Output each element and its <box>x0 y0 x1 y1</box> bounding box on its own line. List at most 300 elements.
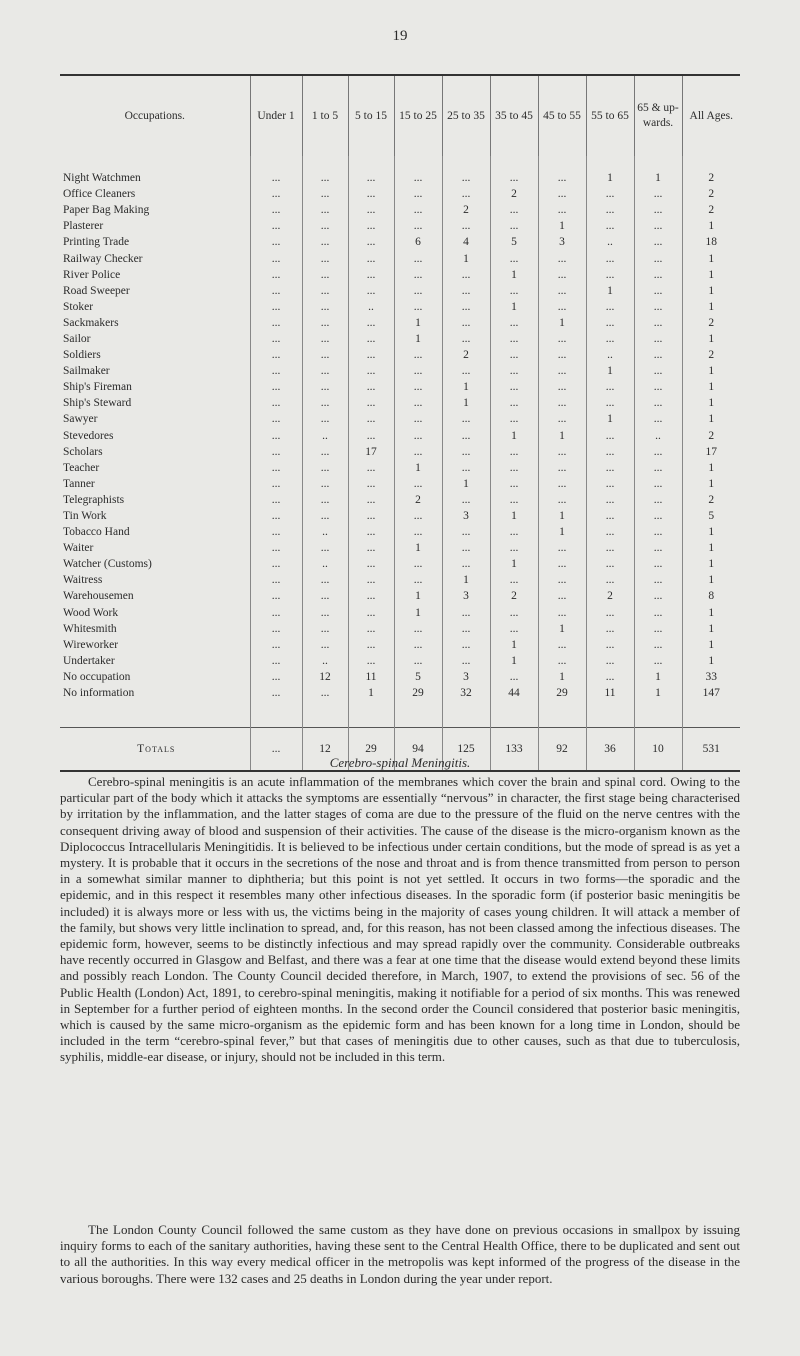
spacer-cell <box>348 701 394 728</box>
table-cell: ... <box>442 170 490 186</box>
table-cell: 1 <box>682 283 740 299</box>
table-cell: ... <box>302 508 348 524</box>
table-cell: ... <box>394 299 442 315</box>
table-cell: ... <box>394 218 442 234</box>
table-cell: 2 <box>442 347 490 363</box>
table-cell: ... <box>348 653 394 669</box>
totals-cell: 12 <box>302 728 348 771</box>
table-cell: ... <box>634 315 682 331</box>
table-cell: 1 <box>682 218 740 234</box>
table-cell: 32 <box>442 685 490 701</box>
totals-cell: 29 <box>348 728 394 771</box>
table-row <box>60 250 740 266</box>
totals-cell: 36 <box>586 728 634 771</box>
table-cell: ... <box>250 428 302 444</box>
totals-cell: 94 <box>394 728 442 771</box>
table-cell: 6 <box>394 234 442 250</box>
table-cell: ... <box>634 267 682 283</box>
table-cell: .. <box>634 428 682 444</box>
table-cell: ... <box>634 347 682 363</box>
table-cell: 1 <box>682 637 740 653</box>
table-cell: ... <box>586 556 634 572</box>
table-cell: ... <box>538 331 586 347</box>
table-cell: 1 <box>394 588 442 604</box>
table-cell: 1 <box>538 218 586 234</box>
occupation-label: Tobacco Hand <box>63 526 130 539</box>
table-cell: ... <box>442 218 490 234</box>
table-cell: ... <box>348 315 394 331</box>
column-header-5: 25 to 35 <box>442 76 490 156</box>
totals-label: Totals <box>60 728 250 771</box>
table-row <box>60 411 740 427</box>
table-cell: ... <box>348 186 394 202</box>
table-cell: ... <box>348 605 394 621</box>
table-cell: ... <box>302 621 348 637</box>
spacer-cell <box>538 156 586 170</box>
table-row <box>60 234 740 250</box>
table-cell: ... <box>538 395 586 411</box>
table-row <box>60 508 740 524</box>
table-cell: .. <box>302 524 348 540</box>
table-cell: 1 <box>442 379 490 395</box>
table-cell: 1 <box>442 250 490 266</box>
paragraph-1 <box>60 774 740 1066</box>
table-cell: 1 <box>682 605 740 621</box>
table-cell: 1 <box>538 428 586 444</box>
table-cell: 33 <box>682 669 740 685</box>
table-cell: 1 <box>586 363 634 379</box>
totals-cell: 92 <box>538 728 586 771</box>
table-cell: 1 <box>538 315 586 331</box>
table-cell: ... <box>634 186 682 202</box>
table-cell: ... <box>348 234 394 250</box>
table-cell: ... <box>586 218 634 234</box>
table-cell: 3 <box>442 669 490 685</box>
occupation-label: Sackmakers <box>63 316 119 329</box>
table-cell: ... <box>302 331 348 347</box>
table-cell: ... <box>348 508 394 524</box>
spacer-cell <box>682 156 740 170</box>
table-cell: ... <box>394 637 442 653</box>
table-cell: ... <box>348 347 394 363</box>
table-cell: ... <box>302 492 348 508</box>
table-cell: ... <box>634 283 682 299</box>
table-cell: ... <box>302 250 348 266</box>
table-cell: ... <box>250 460 302 476</box>
table-cell: ... <box>442 637 490 653</box>
totals-cell: 10 <box>634 728 682 771</box>
table-cell: ... <box>302 347 348 363</box>
table-cell: ... <box>250 379 302 395</box>
spacer-cell <box>490 156 538 170</box>
table-cell: 1 <box>490 556 538 572</box>
table-cell: ... <box>348 218 394 234</box>
table-cell: ... <box>442 315 490 331</box>
totals-cell: 125 <box>442 728 490 771</box>
table-cell: ... <box>490 202 538 218</box>
table-cell: ... <box>250 685 302 701</box>
table-row <box>60 267 740 283</box>
table-cell: 2 <box>682 492 740 508</box>
table-cell: ... <box>348 556 394 572</box>
table-cell: 1 <box>634 669 682 685</box>
occupation-label: Scholars <box>63 445 103 458</box>
table-cell: 1 <box>634 685 682 701</box>
table-cell: ... <box>302 572 348 588</box>
table-cell: 2 <box>682 428 740 444</box>
table-cell: ... <box>442 621 490 637</box>
occupation-label: No occupation <box>63 670 131 683</box>
spacer-cell <box>302 701 348 728</box>
table-cell: 1 <box>348 685 394 701</box>
table-cell: ... <box>302 379 348 395</box>
table-cell: ... <box>250 267 302 283</box>
table-row <box>60 363 740 379</box>
totals-cell: 133 <box>490 728 538 771</box>
spacer-cell <box>490 701 538 728</box>
table-cell: ... <box>634 524 682 540</box>
table-cell: 4 <box>442 234 490 250</box>
table-cell: 1 <box>682 379 740 395</box>
table-cell: ... <box>348 524 394 540</box>
table-cell: ... <box>394 395 442 411</box>
table-cell: ... <box>348 267 394 283</box>
occupation-label: Waiter <box>63 542 94 555</box>
spacer-cell <box>634 156 682 170</box>
table-cell: 18 <box>682 234 740 250</box>
table-cell: ... <box>394 379 442 395</box>
table-cell: ... <box>250 605 302 621</box>
occupation-label: Telegraphists <box>63 493 125 506</box>
table-cell: 29 <box>394 685 442 701</box>
paragraph-text: Cerebro-spinal meningitis is an acute inflammation of the membranes which cover the brain and spinal cord. Owing to the particular part of the body which it attacks the symptoms are essentially “nervous” in character, the first stage being characterised by irritation by the inflammation, and the latter stages of coma are due to the pressure of the fluid on the nerve centres with the consequent driving away of blood and suspension of their activities. The cause of the disease is the micro-organism known as the Diplococcus Intracellularis Meningitidis. It is believed to be infectious under certain conditions, but the mode of spread is as yet a mystery. It is probable that it occurs in the secretions of the nose and throat and is from thence transmitted from person to person in a somewhat similar manner to diphtheria; but this point is not yet settled. It occurs in two forms—the sporadic and the epidemic, and in this respect it resembles many other infectious diseases. In the sporadic form (if posterior basic meningitis be included) it is always more or less with us, the victims being in the majority of cases young children. It will attack a member of the family, but shows very little inclination to spread, and, for this reason, has not been classed among the infectious diseases. The epidemic form, however, seems to be distinctly infectious and may spread rapidly over the community. Considerable outbreaks have recently occurred in Glasgow and Belfast, and there was a fear at one time that the disease would extend beyond these limits and possibly reach London. The County Council decided therefore, in March, 1907, to extend the provisions of sec. 56 of the Public Health (London) Act, 1891, to cerebro-spinal meningitis, making it notifiable for a period of six months. This was renewed in September for a further period of eighteen months. In the second order the Council considered that posterior basic meningitis, which is caused by the same micro-organism as the epidemic form and has been known for a long time in London, should be included in the term “cerebro-spinal fever,” but that cases of meningitis due to other causes, such as that due to tuberculosis, syphilis, middle-ear disease, or injury, should not be included in this term. <box>60 774 740 1065</box>
table-row <box>60 637 740 653</box>
table-cell: ... <box>394 186 442 202</box>
table-row <box>60 685 740 701</box>
occupation-label: Railway Checker <box>63 252 143 265</box>
table-cell: 1 <box>394 460 442 476</box>
table-cell: 5 <box>490 234 538 250</box>
table-cell: 2 <box>682 347 740 363</box>
table-cell: ... <box>302 637 348 653</box>
table-cell: ... <box>634 572 682 588</box>
spacer-cell <box>682 701 740 728</box>
table-cell: ... <box>250 653 302 669</box>
table-cell: 2 <box>442 202 490 218</box>
table-cell: ... <box>302 588 348 604</box>
table-cell: ... <box>302 299 348 315</box>
table-cell: ... <box>634 492 682 508</box>
table-cell: ... <box>348 476 394 492</box>
table-cell: ... <box>538 363 586 379</box>
table-cell: ... <box>348 395 394 411</box>
table-cell: ... <box>538 170 586 186</box>
spacer-cell <box>586 156 634 170</box>
table-row <box>60 621 740 637</box>
table-cell: 2 <box>682 315 740 331</box>
table-cell: ... <box>634 476 682 492</box>
table-cell: ... <box>348 331 394 347</box>
table-cell: ... <box>250 331 302 347</box>
table-cell: ... <box>394 653 442 669</box>
table-cell: ... <box>586 315 634 331</box>
table-row <box>60 669 740 685</box>
table-cell: ... <box>302 411 348 427</box>
table-cell: ... <box>442 428 490 444</box>
table-cell: ... <box>250 572 302 588</box>
occupation-label: Ship's Steward <box>63 397 132 410</box>
table-cell: 2 <box>682 170 740 186</box>
column-header-occupations: Occupations. <box>124 109 185 122</box>
occupation-label: Sawyer <box>63 413 98 426</box>
occupation-label: Warehousemen <box>63 590 134 603</box>
occupation-label: Ship's Fireman <box>63 381 132 394</box>
table-cell: 1 <box>682 250 740 266</box>
table-cell: .. <box>348 299 394 315</box>
table-cell: ... <box>634 588 682 604</box>
occupation-label: No information <box>63 687 135 700</box>
table-cell: 17 <box>682 444 740 460</box>
occupation-label: Printing Trade <box>63 236 130 249</box>
table-cell: ... <box>634 540 682 556</box>
table-cell: ... <box>348 202 394 218</box>
table-tail-spacer <box>60 701 740 728</box>
table-cell: 1 <box>538 669 586 685</box>
table-cell: ... <box>394 556 442 572</box>
table-cell: ... <box>490 218 538 234</box>
table-cell: ... <box>348 572 394 588</box>
table-cell: ... <box>586 605 634 621</box>
column-header-2: 1 to 5 <box>302 76 348 156</box>
table-cell: ... <box>538 202 586 218</box>
table-row <box>60 299 740 315</box>
table-cell: ... <box>586 492 634 508</box>
table-cell: ... <box>250 315 302 331</box>
table-cell: ... <box>302 315 348 331</box>
table-cell: ... <box>348 379 394 395</box>
table-row <box>60 283 740 299</box>
table-cell: ... <box>538 492 586 508</box>
table-cell: ... <box>348 250 394 266</box>
table-row <box>60 476 740 492</box>
table-cell: ... <box>394 250 442 266</box>
occupation-label: Night Watchmen <box>63 172 141 185</box>
table-cell: 1 <box>490 428 538 444</box>
table-cell: ... <box>586 540 634 556</box>
table-cell: ... <box>348 492 394 508</box>
table-row <box>60 572 740 588</box>
table-cell: ... <box>490 283 538 299</box>
spacer-cell <box>60 156 250 170</box>
table-cell: ... <box>490 444 538 460</box>
table-header-row <box>60 76 740 156</box>
table-cell: ... <box>586 476 634 492</box>
table-row <box>60 605 740 621</box>
occupation-label: Waitress <box>63 574 103 587</box>
occupation-label: Teacher <box>63 461 100 474</box>
table-row <box>60 556 740 572</box>
table-cell: 1 <box>682 476 740 492</box>
table-cell: ... <box>250 669 302 685</box>
occupation-label: Sailmaker <box>63 365 110 378</box>
table-cell: ... <box>348 460 394 476</box>
table-cell: ... <box>302 234 348 250</box>
table-cell: ... <box>634 556 682 572</box>
table-cell: 1 <box>682 556 740 572</box>
table-cell: ... <box>394 202 442 218</box>
spacer-cell <box>442 701 490 728</box>
table-cell: ... <box>586 572 634 588</box>
table-cell: ... <box>442 653 490 669</box>
table-cell: 1 <box>682 299 740 315</box>
table-cell: ... <box>586 379 634 395</box>
table-cell: ... <box>250 250 302 266</box>
occupation-label: Stoker <box>63 300 94 313</box>
table-cell: 1 <box>682 460 740 476</box>
table-cell: ... <box>250 621 302 637</box>
table-cell: ... <box>586 331 634 347</box>
table-cell: ... <box>490 524 538 540</box>
table-cell: ... <box>302 283 348 299</box>
table-cell: ... <box>250 218 302 234</box>
occupation-label: Watcher (Customs) <box>63 558 152 571</box>
table-cell: ... <box>348 411 394 427</box>
occupation-label: Tin Work <box>63 510 107 523</box>
occupation-label: Wood Work <box>63 606 119 619</box>
table-cell: ... <box>490 621 538 637</box>
occupation-label: Paper Bag Making <box>63 204 150 217</box>
occupation-label: Wireworker <box>63 638 119 651</box>
table-cell: ... <box>538 572 586 588</box>
totals-cell: ... <box>250 728 302 771</box>
table-cell: 1 <box>490 508 538 524</box>
occupation-label: Whitesmith <box>63 622 117 635</box>
column-header-3: 5 to 15 <box>348 76 394 156</box>
column-header-4: 15 to 25 <box>394 76 442 156</box>
table-cell: ... <box>538 556 586 572</box>
table-cell: ... <box>250 492 302 508</box>
column-header-10: All Ages. <box>682 76 740 156</box>
table-cell: 1 <box>586 170 634 186</box>
table-cell: ... <box>442 524 490 540</box>
table-cell: ... <box>586 669 634 685</box>
table-cell: 1 <box>682 395 740 411</box>
table-cell: ... <box>538 460 586 476</box>
spacer-cell <box>442 156 490 170</box>
table-cell: ... <box>442 331 490 347</box>
spacer-cell <box>538 701 586 728</box>
table-cell: ... <box>586 621 634 637</box>
table-cell: ... <box>490 476 538 492</box>
column-header-7: 45 to 55 <box>538 76 586 156</box>
table-cell: ... <box>490 250 538 266</box>
table-cell: ... <box>302 218 348 234</box>
table-cell: ... <box>442 460 490 476</box>
table-row <box>60 428 740 444</box>
table-cell: 1 <box>490 653 538 669</box>
table-cell: ... <box>302 460 348 476</box>
table-cell: 1 <box>394 540 442 556</box>
table-row <box>60 202 740 218</box>
table-cell: .. <box>302 653 348 669</box>
table-cell: ... <box>586 428 634 444</box>
table-cell: ... <box>634 444 682 460</box>
table-row <box>60 218 740 234</box>
table-cell: 2 <box>490 588 538 604</box>
table-cell: ... <box>538 653 586 669</box>
table-cell: ... <box>302 395 348 411</box>
section-title: Cerebro-spinal Meningitis. <box>329 755 471 770</box>
table-cell: ... <box>538 299 586 315</box>
occupation-label: Soldiers <box>63 349 101 362</box>
table-cell: 1 <box>442 476 490 492</box>
table-cell: ... <box>394 428 442 444</box>
table-cell: ... <box>250 588 302 604</box>
table-cell: ... <box>586 653 634 669</box>
table-cell: ... <box>348 283 394 299</box>
spacer-cell <box>586 701 634 728</box>
table-cell: 1 <box>682 572 740 588</box>
table-cell: 12 <box>302 669 348 685</box>
table-cell: ... <box>634 331 682 347</box>
table-cell: 1 <box>538 508 586 524</box>
table-cell: ... <box>302 267 348 283</box>
occupation-label: Tanner <box>63 477 95 490</box>
table-cell: ... <box>348 588 394 604</box>
table-cell: 2 <box>490 186 538 202</box>
table-cell: ... <box>586 524 634 540</box>
table-cell: ... <box>442 186 490 202</box>
table-cell: 1 <box>682 540 740 556</box>
table-cell: ... <box>634 234 682 250</box>
table-cell: 147 <box>682 685 740 701</box>
table-cell: 11 <box>586 685 634 701</box>
table-cell: ... <box>442 605 490 621</box>
table-cell: ... <box>250 234 302 250</box>
spacer-cell <box>250 701 302 728</box>
table-cell: ... <box>302 363 348 379</box>
table-cell: ... <box>348 540 394 556</box>
table-cell: ... <box>442 492 490 508</box>
page-number: 19 <box>392 28 408 44</box>
spacer-cell <box>250 156 302 170</box>
table-cell: ... <box>394 524 442 540</box>
table-cell: ... <box>538 605 586 621</box>
table-cell: ... <box>348 170 394 186</box>
table-cell: ... <box>250 186 302 202</box>
table-cell: ... <box>490 363 538 379</box>
table-cell: ... <box>490 347 538 363</box>
occupation-label: Undertaker <box>63 654 115 667</box>
table-cell: .. <box>302 428 348 444</box>
table-cell: 1 <box>394 331 442 347</box>
occupation-label: Stevedores <box>63 429 114 442</box>
table-cell: ... <box>394 283 442 299</box>
table-cell: ... <box>634 460 682 476</box>
table-cell: 1 <box>682 653 740 669</box>
table-cell: ... <box>538 250 586 266</box>
table-row <box>60 524 740 540</box>
table-cell: ... <box>634 218 682 234</box>
occupation-label: Plasterer <box>63 220 104 233</box>
table-cell: ... <box>586 186 634 202</box>
table-cell: ... <box>250 283 302 299</box>
table-cell: ... <box>490 492 538 508</box>
table-cell: 1 <box>442 395 490 411</box>
table-cell: ... <box>490 170 538 186</box>
table-cell: ... <box>302 605 348 621</box>
table-cell: 5 <box>682 508 740 524</box>
